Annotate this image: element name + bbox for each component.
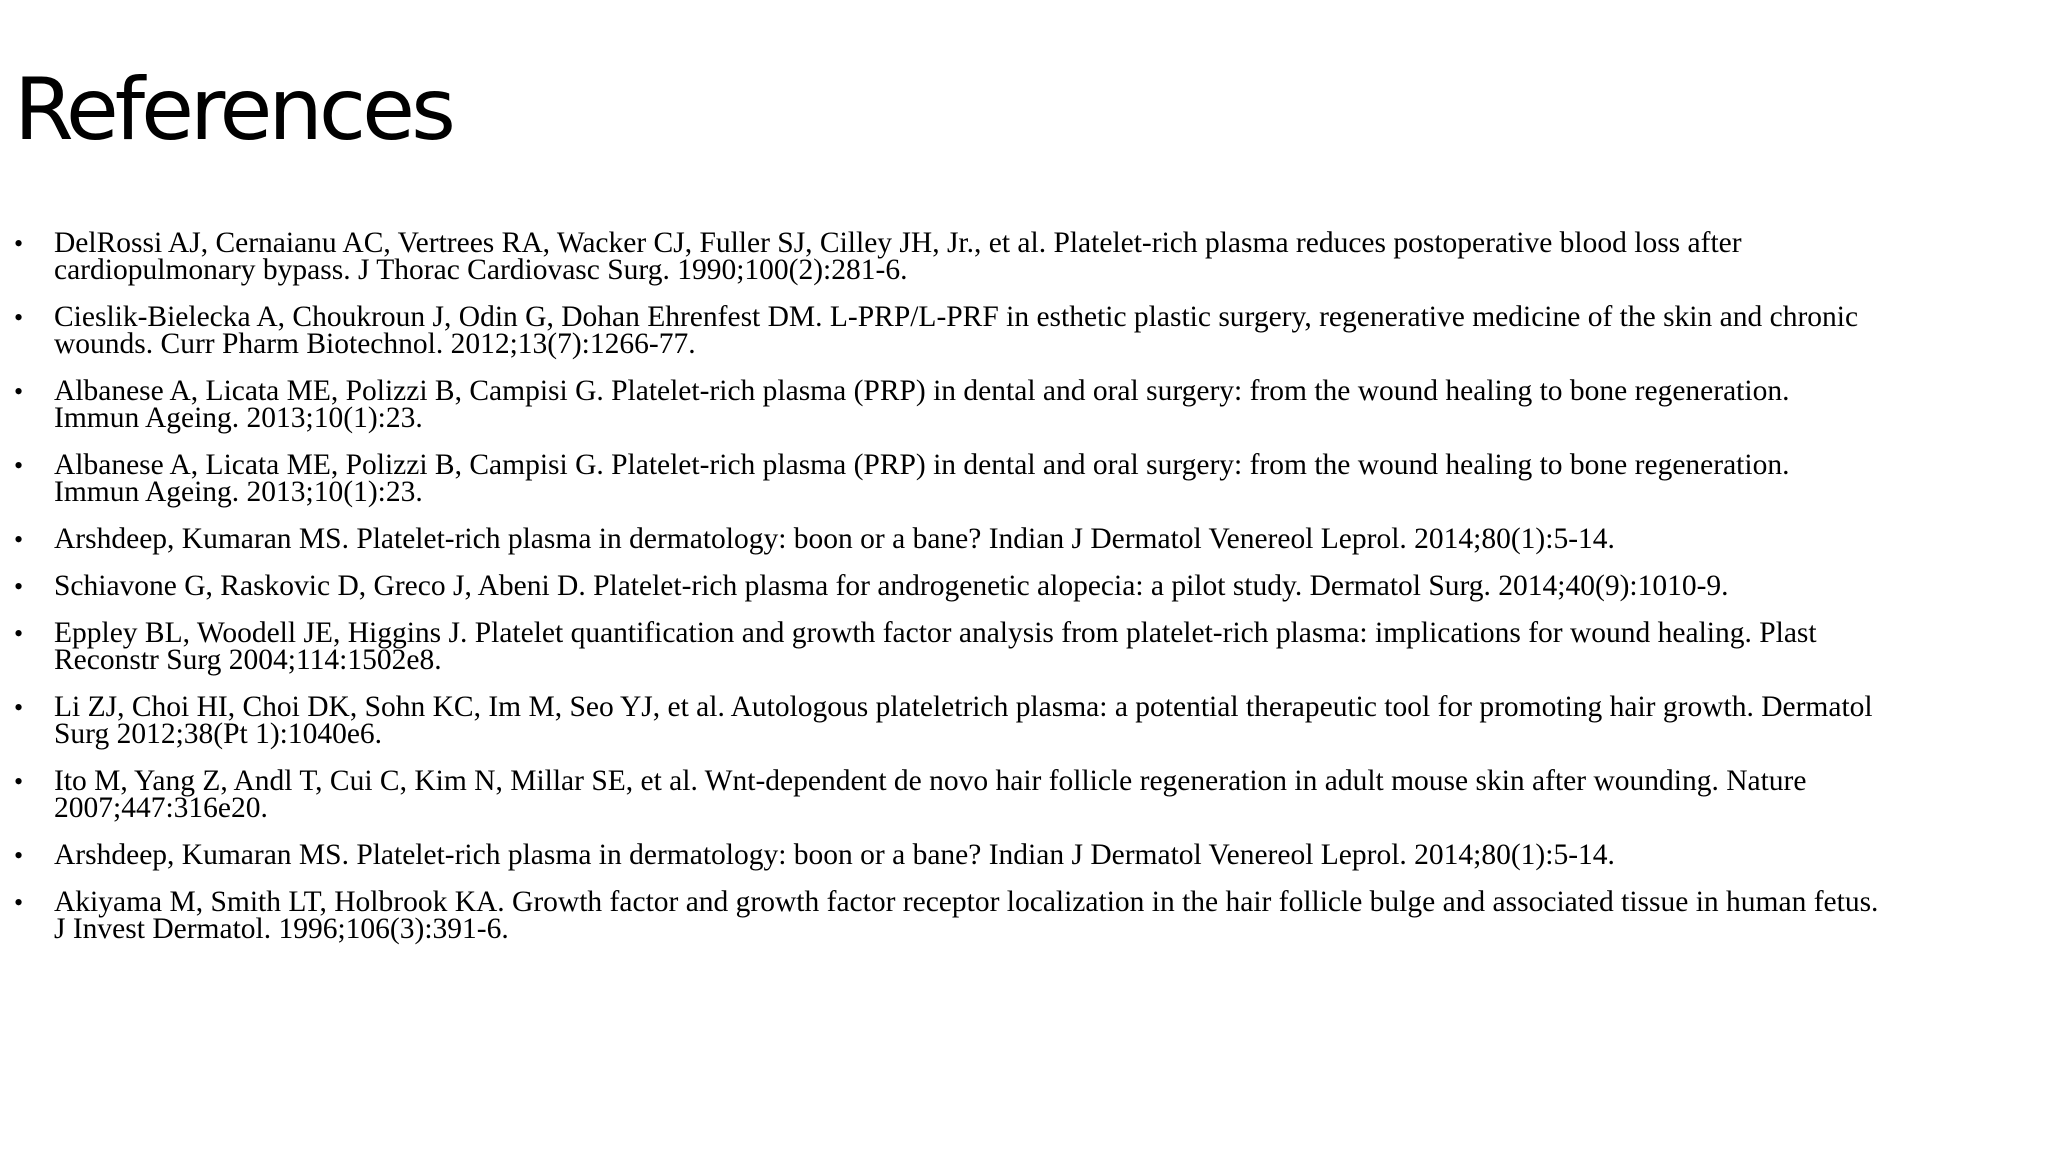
- bullet-icon: •: [14, 619, 24, 648]
- reference-item: [14, 227, 2042, 286]
- bullet-icon: •: [14, 767, 24, 796]
- reference-item: [14, 886, 2042, 945]
- reference-item: [14, 570, 2042, 602]
- reference-text-line: cardiopulmonary bypass. J Thorac Cardiovasc Surg. 1990;100(2):281-6.: [54, 254, 908, 286]
- reference-text-line: Immun Ageing. 2013;10(1):23.: [54, 402, 423, 434]
- reference-item: [14, 839, 2042, 871]
- reference-text-line: Albanese A, Licata ME, Polizzi B, Campisi G. Platelet-rich plasma (PRP) in dental and oral surgery: from the wound healing to bone regeneration.: [54, 375, 1790, 407]
- reference-text-line: wounds. Curr Pharm Biotechnol. 2012;13(7):1266-77.: [54, 328, 696, 360]
- reference-item: [14, 301, 2042, 360]
- reference-item: [14, 375, 2042, 434]
- reference-item: [14, 617, 2042, 676]
- bullet-icon: •: [14, 377, 24, 406]
- references-list: [14, 227, 2042, 963]
- bullet-icon: •: [14, 693, 24, 722]
- reference-text-line: Eppley BL, Woodell JE, Higgins J. Platelet quantification and growth factor analysis from platelet-rich plasma: implications for wound healing. Plast: [54, 617, 1817, 649]
- reference-text-line: DelRossi AJ, Cernaianu AC, Vertrees RA, Wacker CJ, Fuller SJ, Cilley JH, Jr., et al. Platelet-rich plasma reduces postoperative blood loss after: [54, 227, 1742, 259]
- reference-text-line: Li ZJ, Choi HI, Choi DK, Sohn KC, Im M, Seo YJ, et al. Autologous plateletrich plasma: a potential therapeutic tool for promoting hair growth. Dermatol: [54, 691, 1873, 723]
- reference-text-line: Arshdeep, Kumaran MS. Platelet-rich plasma in dermatology: boon or a bane? Indian J Dermatol Venereol Leprol. 2014;80(1):5-14.: [54, 523, 1615, 555]
- bullet-icon: •: [14, 229, 24, 258]
- reference-text-line: Surg 2012;38(Pt 1):1040e6.: [54, 718, 383, 750]
- bullet-icon: •: [14, 525, 24, 554]
- reference-item: [14, 691, 2042, 750]
- reference-item: [14, 765, 2042, 824]
- reference-text-line: Ito M, Yang Z, Andl T, Cui C, Kim N, Millar SE, et al. Wnt-dependent de novo hair follicle regeneration in adult mouse skin after wounding. Nature: [54, 765, 1807, 797]
- bullet-icon: •: [14, 841, 24, 870]
- bullet-icon: •: [14, 572, 24, 601]
- bullet-icon: •: [14, 451, 24, 480]
- bullet-icon: •: [14, 888, 24, 917]
- reference-item: [14, 523, 2042, 555]
- reference-text-line: Reconstr Surg 2004;114:1502e8.: [54, 644, 442, 676]
- reference-item: [14, 449, 2042, 508]
- slide-title: References: [14, 60, 452, 160]
- bullet-icon: •: [14, 303, 24, 332]
- reference-text-line: 2007;447:316e20.: [54, 792, 268, 824]
- reference-text-line: Schiavone G, Raskovic D, Greco J, Abeni D. Platelet-rich plasma for androgenetic alopecia: a pilot study. Dermatol Surg. 2014;40(9):1010-9.: [54, 570, 1729, 602]
- reference-text-line: Cieslik-Bielecka A, Choukroun J, Odin G, Dohan Ehrenfest DM. L-PRP/L-PRF in esthetic plastic surgery, regenerative medicine of the skin and chronic: [54, 301, 1859, 333]
- reference-text-line: J Invest Dermatol. 1996;106(3):391-6.: [54, 913, 509, 945]
- reference-text-line: Immun Ageing. 2013;10(1):23.: [54, 476, 423, 508]
- reference-text-line: Albanese A, Licata ME, Polizzi B, Campisi G. Platelet-rich plasma (PRP) in dental and oral surgery: from the wound healing to bone regeneration.: [54, 449, 1790, 481]
- reference-text-line: Akiyama M, Smith LT, Holbrook KA. Growth factor and growth factor receptor localization in the hair follicle bulge and associated tissue in human fetus.: [54, 886, 1879, 918]
- reference-text-line: Arshdeep, Kumaran MS. Platelet-rich plasma in dermatology: boon or a bane? Indian J Dermatol Venereol Leprol. 2014;80(1):5-14.: [54, 839, 1615, 871]
